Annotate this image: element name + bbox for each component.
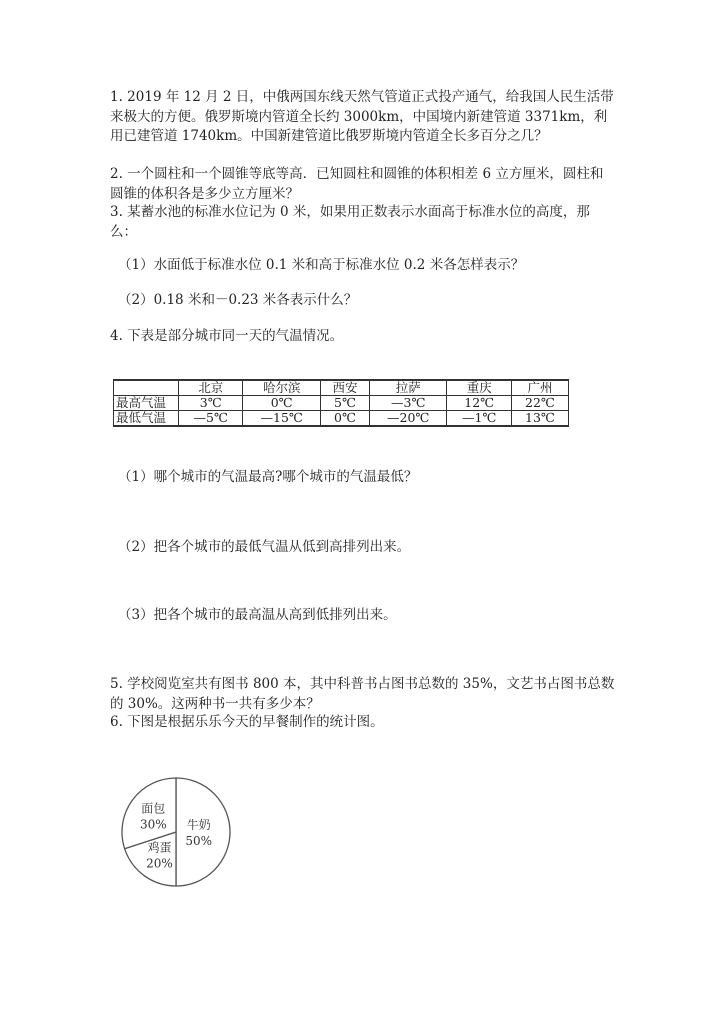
table-cell: 22℃ bbox=[511, 396, 568, 411]
table-row-low bbox=[114, 411, 569, 427]
pie-value-2: 20% bbox=[146, 856, 173, 871]
pie-label-0: 牛奶 bbox=[186, 818, 211, 832]
pie-label-1: 面包 bbox=[141, 801, 166, 816]
table-cell: 0℃ bbox=[320, 411, 369, 427]
table-cell: 最高气温 bbox=[114, 396, 179, 411]
table-row-high bbox=[114, 396, 569, 411]
table-cell: —20℃ bbox=[370, 411, 447, 427]
pie-value-1: 30% bbox=[139, 817, 167, 832]
table-cell: 重庆 bbox=[447, 380, 511, 396]
pie-value-0: 50% bbox=[185, 834, 213, 848]
question-3-sub-1: （1）水面低于标准水位 0.1 米和高于标准水位 0.2 米各怎样表示？ bbox=[118, 257, 525, 273]
question-4-sub-1: （1）哪个城市的气温最高?哪个城市的气温最低？ bbox=[118, 469, 418, 485]
question-4-sub-3: （3）把各个城市的最高温从高到低排列出来。 bbox=[118, 607, 397, 623]
table-cell: 西安 bbox=[320, 380, 369, 396]
table-cell: —15℃ bbox=[243, 411, 320, 427]
table-cell: 5℃ bbox=[320, 396, 369, 411]
pie-label-2: 鸡蛋 bbox=[147, 840, 172, 855]
table-cell bbox=[114, 380, 179, 396]
question-4-stem: 4. 下表是部分城市同一天的气温情况。 bbox=[110, 328, 344, 344]
question-6: 6. 下图是根据乐乐今天的早餐制作的统计图。 bbox=[110, 714, 384, 730]
table-cell: 拉萨 bbox=[370, 380, 447, 396]
question-5: 5. 学校阅览室共有图书 800 本，其中科普书占图书总数的 35%，文艺书占图书总数的 30%。这两种书一共有多少本？ bbox=[110, 676, 615, 712]
table-cell: 0℃ bbox=[243, 396, 320, 411]
table-cell: 广州 bbox=[511, 380, 568, 396]
table-cell: 最低气温 bbox=[114, 411, 179, 427]
table-header-row bbox=[114, 380, 569, 396]
table-cell: 哈尔滨 bbox=[243, 380, 320, 396]
table-cell: 12℃ bbox=[447, 396, 511, 411]
table-cell: —1℃ bbox=[447, 411, 511, 427]
question-3-sub-2: （2）0.18 米和－0.23 米各表示什么？ bbox=[118, 292, 358, 308]
table-cell: 3℃ bbox=[179, 396, 243, 411]
question-1: 1. 2019 年 12 月 2 日，中俄两国东线天然气管道正式投产通气，给我国人民生活带来极大的方便。俄罗斯境内管道全长约 3000km，中国境内新建管道 3371km，利用已建管道 1740km。中国新建管道比俄罗斯境内管道全长多百分之几？ bbox=[110, 89, 614, 144]
pie-slice-0 bbox=[176, 778, 230, 886]
question-2: 2. 一个圆柱和一个圆锥等底等高．已知圆柱和圆锥的体积相差 6 立方厘米，圆柱和圆锥的体积各是多少立方厘米？ bbox=[110, 166, 604, 202]
table-cell: 13℃ bbox=[511, 411, 568, 427]
table-cell: 北京 bbox=[179, 380, 243, 396]
breakfast-pie-chart bbox=[114, 775, 238, 889]
table-cell: —3℃ bbox=[370, 396, 447, 411]
temperature-table bbox=[113, 379, 569, 427]
table-cell: —5℃ bbox=[179, 411, 243, 427]
question-3-stem: 3. 某蓄水池的标准水位记为 0 米，如果用正数表示水面高于标准水位的高度，那么： bbox=[110, 204, 590, 240]
question-4-sub-2: （2）把各个城市的最低气温从低到高排列出来。 bbox=[118, 539, 411, 555]
